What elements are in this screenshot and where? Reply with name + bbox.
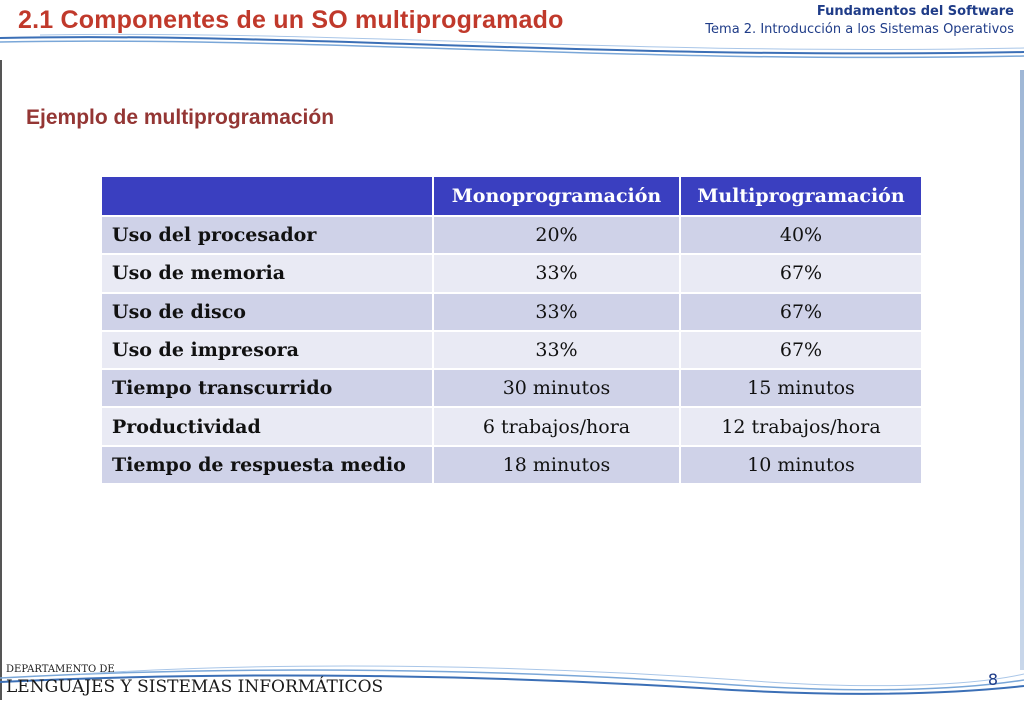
table-row [101,331,922,369]
table-row [101,254,922,292]
topic-name: Tema 2. Introducción a los Sistemas Operativos [705,22,1014,37]
department-name: LENGUAJES Y SISTEMAS INFORMÁTICOS [6,677,384,697]
row-label: Uso de memoria [101,254,433,292]
left-border [0,60,2,700]
table-row [101,407,922,445]
table-row [101,369,922,407]
right-border [1020,70,1024,670]
mono-value: 6 trabajos/hora [433,407,680,445]
course-name: Fundamentos del Software [816,4,1014,19]
slide-title: 2.1 Componentes de un SO multiprogramado [18,6,564,34]
table-row [101,446,922,484]
row-label: Productividad [101,407,433,445]
mono-value: 33% [433,331,680,369]
row-label: Uso del procesador [101,216,433,254]
comparison-table [100,175,923,485]
header-multiprogramacion: Multiprogramación [680,176,922,216]
header-corner-cell [101,176,433,216]
row-label: Tiempo de respuesta medio [101,446,433,484]
multi-value: 15 minutos [680,369,922,407]
mono-value: 33% [433,293,680,331]
department-prefix: DEPARTAMENTO DE [6,664,115,675]
mono-value: 20% [433,216,680,254]
multi-value: 40% [680,216,922,254]
mono-value: 30 minutos [433,369,680,407]
row-label: Uso de disco [101,293,433,331]
multi-value: 10 minutos [680,446,922,484]
multi-value: 67% [680,293,922,331]
multi-value: 67% [680,254,922,292]
row-label: Uso de impresora [101,331,433,369]
multi-value: 12 trabajos/hora [680,407,922,445]
table-header-row [101,176,922,216]
row-label: Tiempo transcurrido [101,369,433,407]
table-row [101,293,922,331]
mono-value: 18 minutos [433,446,680,484]
header-monoprogramacion: Monoprogramación [433,176,680,216]
table-row [101,216,922,254]
multi-value: 67% [680,331,922,369]
section-subtitle: Ejemplo de multiprogramación [26,106,335,129]
page-number: 8 [987,670,998,689]
footer-swoosh-decoration [0,640,1024,709]
mono-value: 33% [433,254,680,292]
